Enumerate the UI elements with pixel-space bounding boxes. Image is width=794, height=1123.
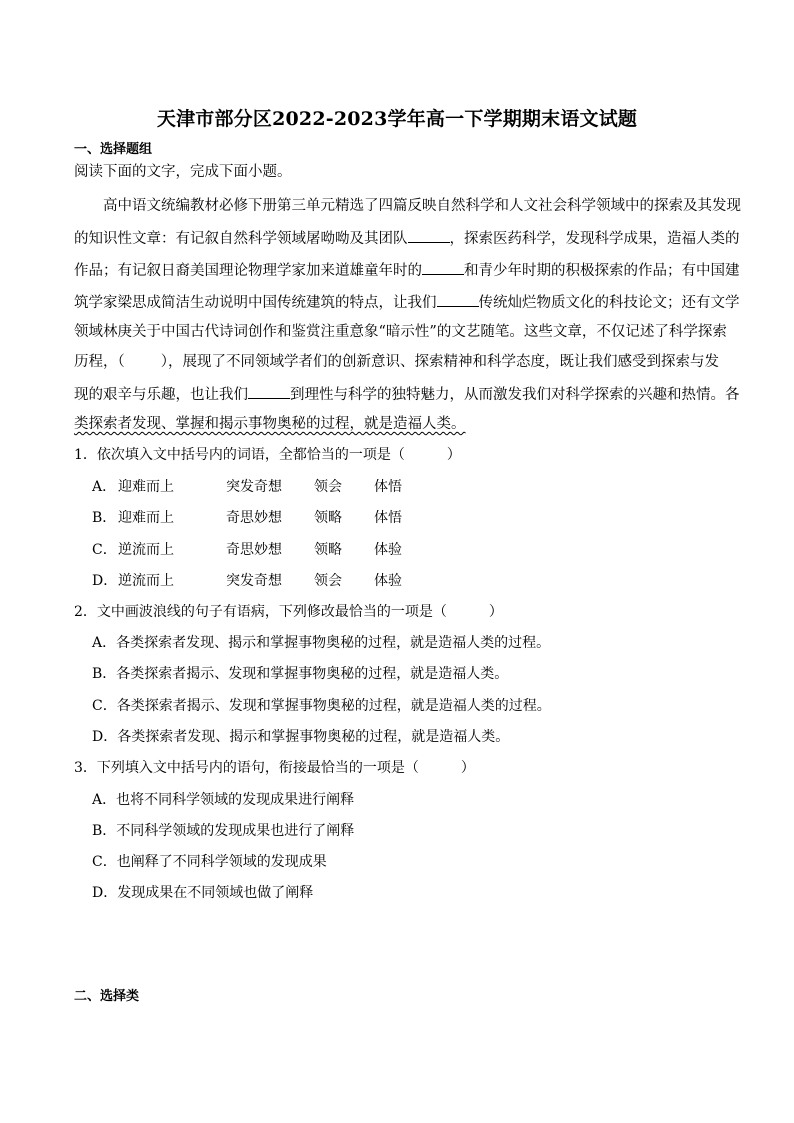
question-1-option-b[interactable] (92, 508, 434, 528)
passage-text: 现的艰辛与乐趣，也让我们 (74, 387, 248, 403)
passage-line-8 (74, 414, 716, 434)
option-word: 突发奇想 (226, 479, 282, 495)
fill-blank-1 (408, 228, 450, 243)
question-1-option-c[interactable] (92, 540, 434, 560)
option-word: 奇思妙想 (226, 542, 282, 558)
section-heading-1: 一、选择题组 (74, 142, 153, 157)
question-3-option-c[interactable]: C．也阐释了不同科学领域的发现成果 (92, 854, 327, 870)
question-2-option-c[interactable]: C．各类探索者揭示、发现和掌握事物奥秘的过程，就是造福人类的过程。 (92, 698, 551, 714)
passage-text: 作品；有记叙日裔美国理论物理学家加来道雄童年时的 (74, 263, 422, 279)
passage-text: ，探索医药科学，发现科学成果，造福人类的 (449, 231, 740, 247)
option-label: A． (92, 479, 117, 495)
passage-text: 传统灿烂物质文化的科技论文；还有文学 (478, 295, 740, 311)
passage-line-1 (103, 196, 741, 216)
question-3-option-d[interactable]: D．发现成果在不同领域也做了阐释 (92, 885, 314, 901)
option-word: 领略 (314, 542, 342, 558)
passage-line-6 (74, 352, 719, 372)
fill-blank-2 (422, 260, 464, 275)
option-word: 迎难而上 (118, 479, 174, 495)
question-2-option-b[interactable]: B．各类探索者揭示、发现和掌握事物奥秘的过程，就是造福人类。 (92, 666, 509, 682)
passage-line-3 (74, 260, 740, 281)
passage-text: 筑学家梁思成简洁生动说明中国传统建筑的特点，让我们 (74, 295, 437, 311)
passage-text: 到理性与科学的独特魅力，从而激发我们对科学探索的兴趣和热情。各 (290, 387, 740, 403)
option-word: 逆流而上 (118, 542, 174, 558)
option-word: 体验 (374, 542, 402, 558)
option-label: C． (92, 542, 117, 558)
question-2-option-d[interactable]: D．各类探索者发现、揭示和掌握事物奥秘的过程，就是造福人类。 (92, 729, 510, 745)
document-title: 天津市部分区2022-2023学年高一下学期期末语文试题 (156, 108, 638, 130)
section-heading-2: 二、选择类 (74, 989, 140, 1004)
question-1-option-d[interactable] (92, 571, 434, 591)
option-word: 体悟 (374, 510, 402, 526)
option-word: 领会 (314, 573, 342, 589)
option-word: 奇思妙想 (226, 510, 282, 526)
option-word: 体悟 (374, 479, 402, 495)
fill-blank-3 (437, 292, 479, 307)
fill-blank-4 (248, 384, 290, 399)
passage-text: 和青少年时期的积极探索的作品；有中国建 (464, 263, 740, 279)
option-word: 领会 (314, 479, 342, 495)
passage-line-4 (74, 292, 740, 313)
option-label: D． (92, 573, 118, 589)
question-2-stem: 2．文中画波浪线的句子有语病，下列修改最恰当的一项是（ ） (74, 604, 503, 620)
passage-text: 的知识性文章：有记叙自然科学领域屠呦呦及其团队 (74, 231, 408, 247)
passage-text: 高中语文统编教材必修下册第三单元精选了四篇反映自然科学和人文社会科学领域中的探索及其发现 (103, 198, 741, 214)
question-3-stem: 3．下列填入文中括号内的语句，衔接最恰当的一项是（ ） (74, 760, 475, 776)
option-word: 领略 (314, 510, 342, 526)
passage-text: ），展现了不同领域学者们的创新意识、探索精神和科学态度，既让我们感受到探索与发 (160, 354, 719, 370)
passage-text: 历程，（ (74, 354, 125, 370)
option-label: B． (92, 510, 117, 526)
option-word: 突发奇想 (226, 573, 282, 589)
question-1-stem: 1．依次填入文中括号内的词语，全都恰当的一项是（ ） (74, 447, 461, 463)
question-3-option-a[interactable]: A．也将不同科学领域的发现成果进行阐释 (92, 792, 355, 808)
option-word: 逆流而上 (118, 573, 174, 589)
option-word: 迎难而上 (118, 510, 174, 526)
passage-line-7 (74, 384, 740, 405)
passage-text: 领域林庚关于中国古代诗词创作和鉴赏注重意象“暗示性”的文艺随笔。这些文章，不仅记述了科学探索 (74, 324, 727, 340)
option-word: 体验 (374, 573, 402, 589)
wavy-underlined-sentence: 类探索者发现、掌握和揭示事物奥秘的过程，就是造福人类。 (74, 416, 466, 432)
passage-line-2 (74, 228, 740, 249)
passage-line-5 (74, 322, 727, 342)
question-3-option-b[interactable]: B．不同科学领域的发现成果也进行了阐释 (92, 823, 355, 839)
reading-instruction: 阅读下面的文字，完成下面小题。 (74, 164, 292, 180)
question-2-option-a[interactable]: A．各类探索者发现、揭示和掌握事物奥秘的过程，就是造福人类的过程。 (92, 635, 551, 651)
question-1-option-a[interactable] (92, 477, 434, 497)
